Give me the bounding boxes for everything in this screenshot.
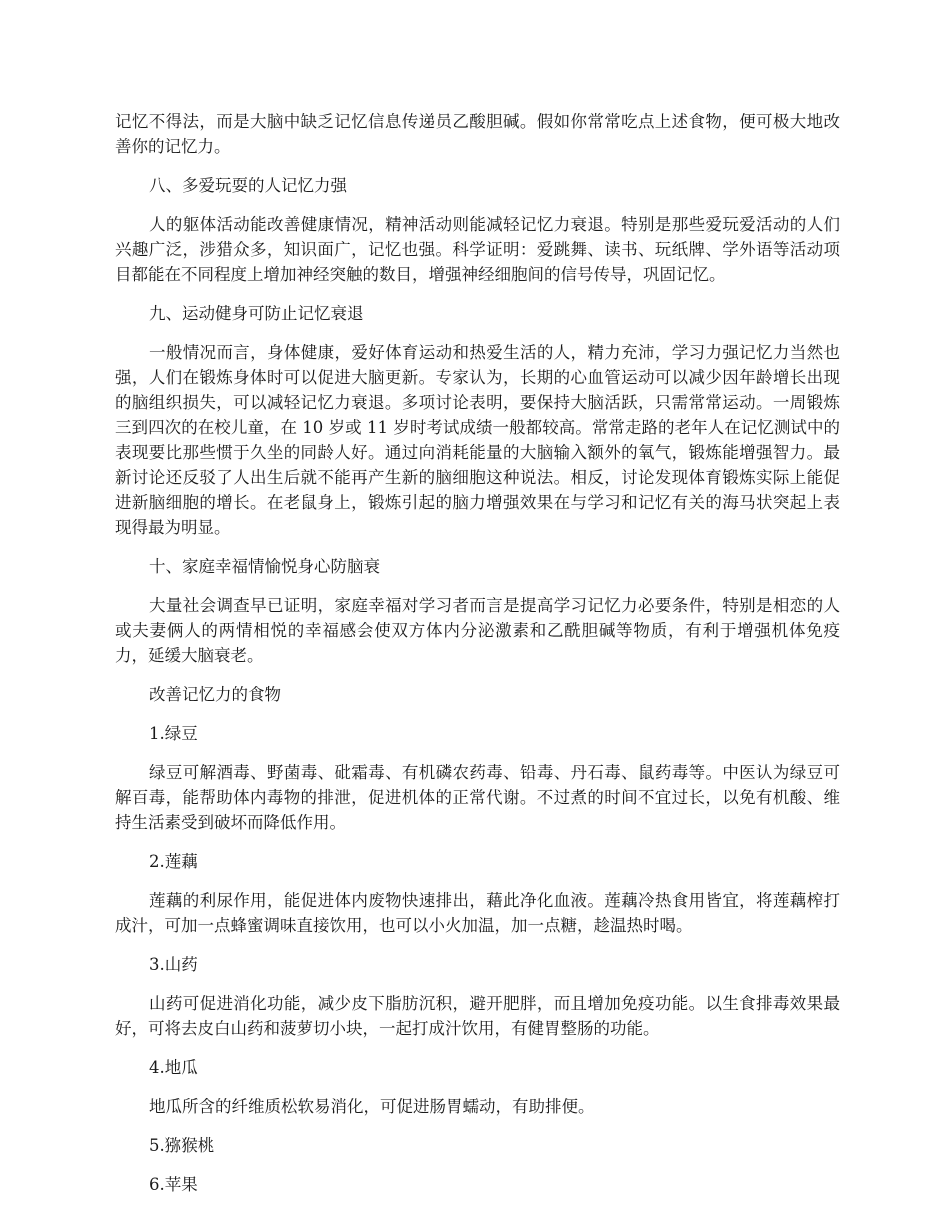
section-heading-8: 八、多爱玩耍的人记忆力强 [149,176,347,195]
document-body [115,109,840,1211]
food-item-text-4: 地瓜所含的纤维质松软易消化，可促进肠胃蠕动，有助排便。 [149,1097,595,1116]
section-heading-10: 十、家庭幸福情愉悦身心防脑衰 [149,557,380,576]
food-item-title-1: 1.绿豆 [149,724,198,743]
food-item-title-5: 5.猕猴桃 [149,1136,215,1155]
paragraph-section-9: 一般情况而言，身体健康，爱好体育运动和热爱生活的人，精力充沛，学习力强记忆力当然也强，人们在锻炼身体时可以促进大脑更新。专家认为，长期的心血管运动可以减少因年龄增长出现的脑组织损失，可以减轻记忆力衰退。多项讨论表明，要保持大脑活跃，只需常常运动。一周锻炼三到四次的在校儿童，在 10 岁或 11 岁时考试成绩一般都较高。常常走路的老年人在记忆测试中的表现要比那些惯于久坐的同龄人好。通过向消耗能量的大脑输入额外的氧气，锻炼能增强智力。最新讨论还反驳了人出生后就不能再产生新的脑细胞这种说法。相反，讨论发现体育锻炼实际上能促进新脑细胞的增长。在老鼠身上，锻炼引起的脑力增强效果在与学习和记忆有关的海马状突起上表现得最为明显。 [115,343,840,537]
food-item-text-1: 绿豆可解酒毒、野菌毒、砒霜毒、有机磷农药毒、铅毒、丹石毒、鼠药毒等。中医认为绿豆可解百毒，能帮助体内毒物的排泄，促进机体的正常代谢。不过煮的时间不宜过长，以免有机酸、维持生活素受到破坏而降低作用。 [115,763,840,832]
food-item-title-4: 4.地瓜 [149,1058,198,1077]
food-item-title-2: 2.莲藕 [149,852,198,871]
paragraph-section-10: 大量社会调查早已证明，家庭幸福对学习者而言是提高学习记忆力必要条件，特别是相恋的人或夫妻俩人的两情相悦的幸福感会使双方体内分泌激素和乙酰胆碱等物质，有利于增强机体免疫力，延缓大脑衰老。 [115,596,840,665]
food-item-text-3: 山药可促进消化功能，减少皮下脂肪沉积，避开肥胖，而且增加免疫功能。以生食排毒效果最好，可将去皮白山药和菠萝切小块，一起打成汁饮用，有健胃整肠的功能。 [115,994,840,1038]
food-item-text-2: 莲藕的利尿作用，能促进体内废物快速排出，藉此净化血液。莲藕冷热食用皆宜，将莲藕榨打成汁，可加一点蜂蜜调味直接饮用，也可以小火加温，加一点糖，趁温热时喝。 [115,891,840,935]
food-item-title-6: 6.苹果 [149,1175,198,1194]
paragraph-section-8: 人的躯体活动能改善健康情况，精神活动则能减轻记忆力衰退。特别是那些爱玩爱活动的人们兴趣广泛，涉猎众多，知识面广，记忆也强。科学证明：爱跳舞、读书、玩纸牌、学外语等活动项目都能在不同程度上增加神经突触的数目，增强神经细胞间的信号传导，巩固记忆。 [115,215,840,284]
food-section-heading: 改善记忆力的食物 [149,685,281,704]
food-item-title-3: 3.山药 [149,955,198,974]
paragraph-intro: 记忆不得法，而是大脑中缺乏记忆信息传递员乙酸胆碱。假如你常常吃点上述食物，便可极大地改善你的记忆力。 [115,112,840,156]
section-heading-9: 九、运动健身可防止记忆衰退 [149,304,364,323]
